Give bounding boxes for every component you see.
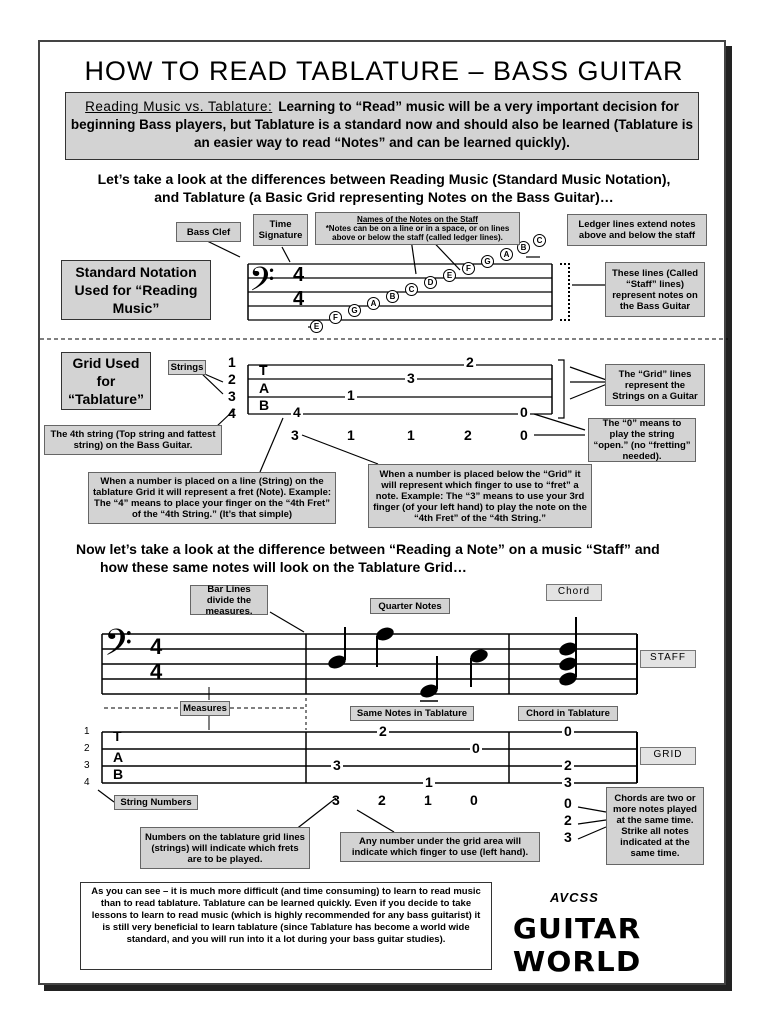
strings-label: Strings bbox=[168, 360, 206, 375]
intro-text: Learning to “Read” music will be a very important decision for beginning Bass players, but Tablature is a standard now and should also be learned (Tablature is an easier way to read “Notes” and can be learned quickly). bbox=[70, 99, 694, 150]
grid-label: GRID bbox=[640, 747, 696, 765]
tab-letter: B bbox=[259, 397, 270, 413]
chords-description: Chords are two or more notes played at the same time. Strike all notes indicated at the same time. bbox=[606, 787, 704, 865]
worksheet bbox=[38, 40, 726, 985]
note-head-icon: G bbox=[481, 255, 494, 268]
quarter-notes-label: Quarter Notes bbox=[370, 598, 450, 614]
string-numbers-label: String Numbers bbox=[114, 795, 198, 810]
finger-number: 3 bbox=[332, 792, 340, 808]
grid-used-box: Grid Used for “Tablature” bbox=[61, 352, 151, 410]
same-notes-label: Same Notes in Tablature bbox=[350, 706, 474, 721]
chord-finger: 2 bbox=[564, 812, 572, 828]
bass-clef-label: Bass Clef bbox=[176, 222, 241, 242]
note-head-icon: B bbox=[386, 290, 399, 303]
tab-fret: 1 bbox=[425, 774, 433, 790]
tab-fret: 1 bbox=[347, 387, 355, 403]
note-head-icon: F bbox=[329, 311, 342, 324]
standard-notation-box: Standard Notation Used for “Reading Music” bbox=[61, 260, 211, 320]
logo-line1: AVCSS bbox=[550, 890, 599, 905]
string-number: 1 bbox=[84, 726, 90, 737]
number-under-label: Any number under the grid area will indicate which finger to use (left hand). bbox=[340, 832, 540, 862]
chord-finger: 0 bbox=[564, 795, 572, 811]
chord-finger: 3 bbox=[564, 829, 572, 845]
fret-number-label: When a number is placed on a line (String) on the tablature Grid it will represent a fret (Note). Example: The “4” means to place your finger on the “4th Fret” of the “4th String.” (It’s that simple) bbox=[88, 472, 336, 524]
note-names-text: *Notes can be on a line or in a space, or on lines above or below the staff (called ledger lines). bbox=[325, 224, 510, 242]
time-signature-top: 4 bbox=[293, 264, 305, 286]
finger-number: 2 bbox=[378, 792, 386, 808]
grid2-lines bbox=[102, 732, 637, 783]
chord-label: Chord bbox=[546, 584, 602, 601]
note-head-icon: A bbox=[367, 297, 380, 310]
bass-clef-icon: 𝄢 bbox=[249, 261, 275, 307]
tab-letter: T bbox=[259, 362, 268, 378]
grid-lines-label: The “Grid” lines represent the Strings on a Guitar bbox=[605, 364, 705, 406]
finger-number: 0 bbox=[470, 792, 478, 808]
chord-in-tab-label: Chord in Tablature bbox=[518, 706, 618, 721]
chord-fret: 3 bbox=[564, 774, 572, 790]
finger-number: 1 bbox=[407, 427, 415, 443]
string-number: 3 bbox=[228, 388, 236, 404]
fourth-string-label: The 4th string (Top string and fattest string) on the Bass Guitar. bbox=[44, 425, 222, 455]
note-head-icon: A bbox=[500, 248, 513, 261]
tab-fret: 0 bbox=[520, 404, 528, 420]
note-head-icon: E bbox=[443, 269, 456, 282]
bass-clef-icon: 𝄢 bbox=[104, 622, 133, 673]
intro-heading: Reading Music vs. Tablature: bbox=[85, 99, 273, 114]
finger-number: 1 bbox=[424, 792, 432, 808]
note-head-icon: D bbox=[424, 276, 437, 289]
tab-fret: 2 bbox=[466, 354, 474, 370]
finger-number: 0 bbox=[520, 427, 528, 443]
chord-fret: 2 bbox=[564, 757, 572, 773]
finger-number: 1 bbox=[347, 427, 355, 443]
string-number: 4 bbox=[84, 777, 90, 788]
note-head-icon: C bbox=[405, 283, 418, 296]
section2-heading-line2: how these same notes will look on the Tablature Grid… bbox=[100, 559, 467, 575]
chord-fret: 0 bbox=[564, 723, 572, 739]
note-head-icon: E bbox=[310, 320, 323, 333]
page-title: HOW TO READ TABLATURE – BASS GUITAR bbox=[84, 56, 684, 86]
staff-lines-label: These lines (Called “Staff” lines) represent notes on the Bass Guitar bbox=[605, 262, 705, 317]
tab-fret: 3 bbox=[407, 370, 415, 386]
bar-lines-label: Bar Lines divide the measures. bbox=[190, 585, 268, 615]
string-number: 2 bbox=[228, 371, 236, 387]
tab-fret: 2 bbox=[379, 723, 387, 739]
string-number: 1 bbox=[228, 354, 236, 370]
staff-label: STAFF bbox=[640, 650, 696, 668]
tab-letter: A bbox=[259, 380, 270, 396]
note-head-icon: C bbox=[533, 234, 546, 247]
finger-number: 3 bbox=[291, 427, 299, 443]
note-head-icon: G bbox=[348, 304, 361, 317]
arrow-icon bbox=[98, 612, 606, 848]
finger-number-label: When a number is placed below the “Grid” it will represent which finger to use to “fret” a note. Example: The “3” means to use your 3rd finger (of your left hand) to play the note on the “4th Fret” of the “4th String.” bbox=[368, 464, 592, 528]
section1-heading-line1: Let’s take a look at the differences between Reading Music (Standard Music Notation), bbox=[97, 171, 671, 187]
summary-box: As you can see – it is much more difficult (and time consuming) to learn to read music than to read tablature. Tablature can be learned quickly. Even if you decide to take lessons to learn to read music (which is highly recommended for any bass guitarist) it is still very beneficial to learn tablature (since Tablature has become a world wide standard, and you will run into it a lot during your bass guitar studies). bbox=[80, 882, 492, 970]
open-string-label: The “0” means to play the string “open.” (no “fretting” needed). bbox=[588, 418, 696, 462]
tab-letter: A bbox=[113, 749, 124, 765]
guitar-world-logo: GUITAR WORLD bbox=[512, 912, 642, 978]
note-head-icon: F bbox=[462, 262, 475, 275]
time-signature-bottom: 4 bbox=[150, 659, 163, 684]
section2-heading-line1: Now let’s take a look at the difference between “Reading a Note” on a music “Staff” and bbox=[76, 541, 660, 557]
tab-fret: 0 bbox=[472, 740, 480, 756]
time-signature-top: 4 bbox=[150, 634, 163, 659]
time-signature-label: Time Signature bbox=[253, 214, 308, 246]
measures-label: Measures bbox=[180, 701, 230, 716]
string-number: 2 bbox=[84, 743, 90, 754]
tab-fret: 3 bbox=[333, 757, 341, 773]
finger-number: 2 bbox=[464, 427, 472, 443]
ledger-lines-label: Ledger lines extend notes above and below the staff bbox=[567, 214, 707, 246]
numbers-on-grid-label: Numbers on the tablature grid lines (strings) will indicate which frets are to be played. bbox=[140, 827, 310, 869]
tab-letter: B bbox=[113, 766, 124, 782]
time-signature-bottom: 4 bbox=[293, 288, 305, 310]
quarter-note-marks bbox=[326, 617, 578, 700]
tab-letter: T bbox=[113, 728, 122, 744]
tab-fret: 4 bbox=[293, 404, 301, 420]
string-number: 3 bbox=[84, 760, 90, 771]
section1-heading-line2: and Tablature (a Basic Grid representing Notes on the Bass Guitar)… bbox=[154, 189, 614, 205]
string-number: 4 bbox=[228, 405, 236, 421]
note-names-title: Names of the Notes on the Staff bbox=[357, 215, 478, 224]
note-head-icon: B bbox=[517, 241, 530, 254]
staff2-lines bbox=[102, 634, 637, 701]
